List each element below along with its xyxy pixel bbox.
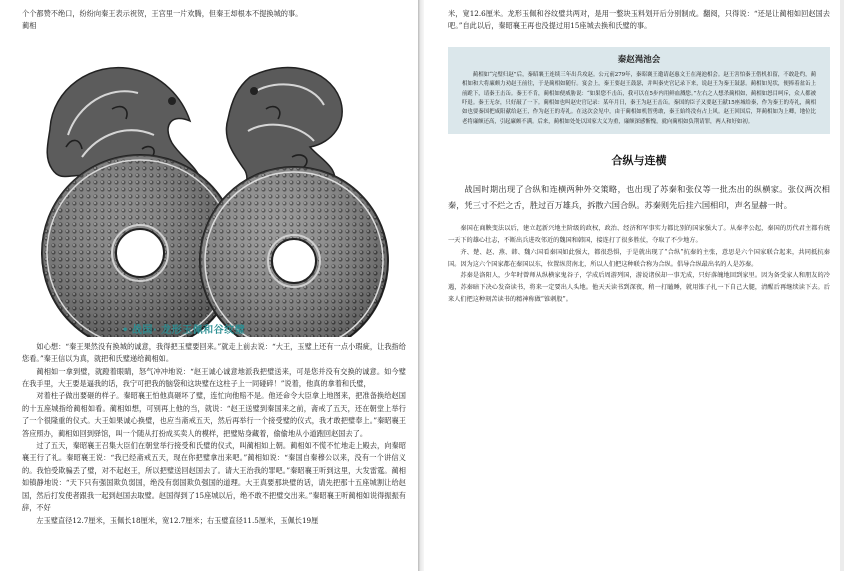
jade-figure	[22, 39, 402, 337]
right-top-paragraph: 米，宽12.6厘米。龙形玉佩和谷纹璧共两对，是用一整块玉料划开后分别制成。翻阅，只得说：“还是让蔺相如回赵国去吧。”自此以后，秦昭襄王再也没提过用15座城去换和氏璧的事。	[448, 9, 830, 31]
left-top-text	[22, 8, 406, 33]
sidebar-title: 秦赵渑池会	[617, 54, 661, 65]
right-top-text	[448, 8, 830, 33]
right-grain-bi-disc	[200, 167, 388, 337]
figure-caption	[122, 321, 245, 336]
jade-illustration	[22, 39, 402, 337]
page-edge	[840, 0, 844, 571]
right-page	[424, 0, 844, 571]
sidebar-box	[448, 47, 830, 134]
left-paragraph: 过了五天，秦昭襄王召集大臣们在朝堂举行接受和氏璧的仪式，叫蔺相如上朝。蔺相如不慌不忙地走上殿去，向秦昭襄王行了礼。秦昭襄王说：“我已经斋戒五天，现在你把璧拿出来吧。”蔺相如说：“秦国自秦穆公以来，没有一个讲信义的。我怕受欺骗丢了璧，对不起赵王，所以把璧送回赵国去了。请大王治我的罪吧。”秦昭襄王听到这里，大发雷霆。蔺相如镇静地说：“天下只有强国欺负弱国，绝没有弱国欺负强国的道理。大王真要那块璧的话，请先把那十五座城割让给赵国，然后打发使者跟我一起到赵国去取璧。赵国得到了15座城以后，绝不敢不把璧交出来。”秦昭襄王听蔺相如说得振振有辞，不好	[22, 441, 406, 513]
lead-paragraph: 战国时期出现了合纵和连横两种外交策略，也出现了苏秦和张仪等一批杰出的纵横家。张仪两次相秦，凭三寸不烂之舌，胜过百万雄兵，拆散六国合纵。苏秦则先后挂六国相印，声名显赫一时。	[448, 184, 830, 210]
left-paragraph: 对着柱子做出要砸的样子。秦昭襄王怕他真砸坏了璧，连忙向他赔不是。他还命令大臣拿上地图来，把准备换给赵国的十五座城指给蔺相如看。蔺相如想，可别再上他的当，就说：“赵王送璧到秦国来之前，斋戒了五天，还在朝堂上举行了一个很隆重的仪式。大王如果诚心换璧，也应当斋戒五天，然后再举行一个接受璧的仪式，我才敢把璧奉上。”秦昭襄王答应照办，蔺相如回到驿馆，叫一个随从打扮成买卖人的模样，把璧贴身藏着，偷偷地从小道跑回赵国去了。	[22, 391, 406, 438]
left-paragraph: 蔺相如一拿到璧，就蹬着眼睛，怒气冲冲地说：“赵王诚心诚意地派我把璧送来，可是您并没有交换的诚意。如今璧在我手里，大王要是逼我的话，我宁可把我的脑袋和这块璧在这柱子上一同碰碎！”说着，他真的拿着和氏璧，	[22, 366, 406, 389]
right-paragraph: 秦国在商鞅变法以后，建立起新兴地主阶级的政权，政治、经济和军事实力都比别的国家强大了。从秦孝公起，秦国的历代君主都有统一天下的雄心壮志，不断出兵进攻邻近的魏国和韩国，接连打了很多胜仗，夺取了不少地方。	[448, 225, 830, 245]
left-top-line-2: 蔺相	[22, 21, 37, 31]
right-paragraph: 齐、楚、赵、燕、韩、魏六国看秦国如此强大，都很恐惧，于是就出现了“合纵”抗秦的主张，意思是六个国家联合起来，共同抵抗秦国。因为这六个国家都在秦国以东，位置纵贯南北，所以人们把这种联合称为合纵。倡导合纵最出名的人是苏秦。	[448, 248, 830, 268]
sidebar-text: 蔺相如“完璧归赵”后，秦昭襄王连续三年出兵攻赵。公元前279年，秦昭襄王邀请赵惠文王在渑池相会。赵王害怕秦王借机扣留，不敢赴约，蔺相如和大将廉颇力劝赵王前往，于是蔺相如随行。宴会上，秦王要赵王鼓瑟，并叫秦史官记录下来，说赵王为秦王鼓瑟。蔺相如见状，便捧着盆缶上前跪下，请秦王击缶。秦王不肯，蔺相如便威胁说：“如果您不击缶，我可以在5步内用鲜血溅您。”左右之人想杀蔺相如，蔺相如怒目呵斥，众人都被吓退。秦王无奈，只好敲了一下。蔺相如也叫赵史官记录：某年月日，秦王为赵王击缶。秦国的臣子又要赵王献15座城给秦，作为秦王的寿礼，蔺相如也要秦国把咸阳献给赵王，作为赵王的寿礼。在这次会见中，由于蔺相如机智勇敢，秦王始终没有占上风。赵王回国后，拜蔺相如为上卿，地位比老将廉颇还高，引起廉颇不满。后来，蔺相如处处以国家大义为重，廉颇深感惭愧，就向蔺相如负荆请罪，两人和好如初。	[462, 71, 816, 125]
caption-marker: •	[122, 324, 129, 336]
lead-text	[448, 182, 830, 213]
right-body-text	[448, 223, 830, 306]
left-top-line-1: 个个都赞不绝口，纷纷向秦王表示祝贺，王宫里一片欢腾，但秦王却根本不提换城的事。	[22, 9, 303, 18]
section-title: 合纵与连横	[611, 154, 667, 168]
right-paragraph: 苏秦是洛阳人，少年时曾师从纵横家鬼谷子，学成后周游列国，游说诸侯却一事无成，只好落魄地回到家里。因为备受家人和朋友的冷遇，苏秦暗下决心发奋读书，将来一定要出人头地。他天天读书到深夜，稍一打瞌睡，就用锥子扎一下自己大腿，清醒后再继续读下去。后来人们把这种刻苦读书的精神称做“锥刺股”。	[448, 272, 830, 304]
caption-text: 战国· 龙形玉佩和谷纹璧	[131, 324, 246, 336]
left-paragraph: 如心想：“秦王果然没有换城的诚意，我得把玉璧要回来。”就走上前去说：“大王，玉璧上还有一点小瑕疵，让我指给您看。”秦王信以为真，就把和氏璧递给蔺相如。	[22, 341, 406, 364]
left-page	[0, 0, 418, 571]
left-paragraph: 左玉璧直径12.7厘米，玉佩长18厘米，宽12.7厘米；右玉璧直径11.5厘米，玉佩长19厘	[36, 515, 319, 525]
left-body-text	[22, 341, 406, 527]
